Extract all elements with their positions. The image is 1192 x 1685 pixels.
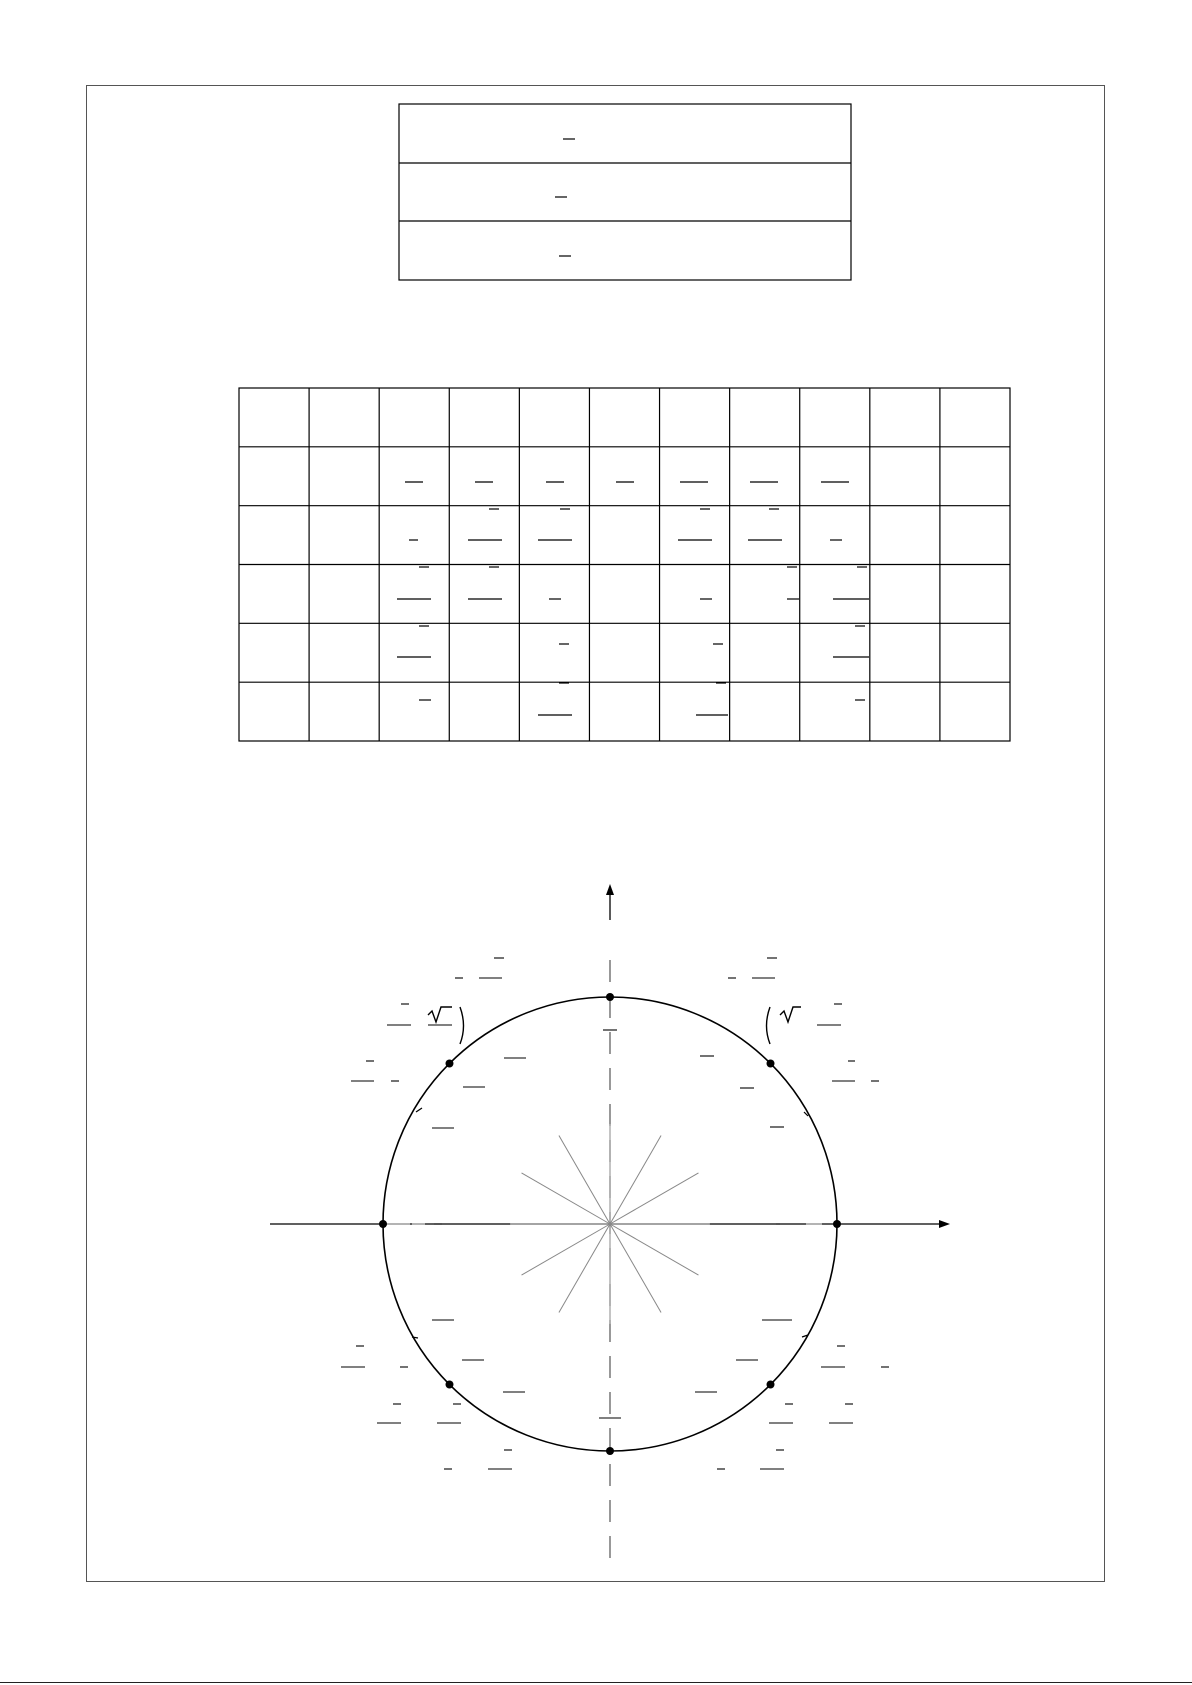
right-paren-left-label	[460, 1007, 464, 1044]
guide-line-120deg	[559, 1136, 610, 1224]
radical-right	[780, 1007, 801, 1022]
circle-point-315deg	[767, 1381, 775, 1389]
radical-left	[428, 1007, 452, 1022]
x-axis-arrow	[939, 1220, 950, 1228]
guide-line-30deg	[610, 1173, 698, 1224]
circle-point-45deg	[767, 1059, 775, 1067]
coordinate-brackets	[428, 1007, 801, 1044]
guide-line-150deg	[522, 1173, 610, 1224]
circle-point-90deg	[606, 993, 614, 1001]
values-table-fraction-marks	[397, 482, 869, 715]
guide-line-240deg	[559, 1224, 610, 1312]
guide-line-210deg	[522, 1224, 610, 1275]
y-axis-arrow	[606, 884, 614, 895]
circle-point-135deg	[445, 1059, 453, 1067]
guide-line-330deg	[610, 1224, 698, 1275]
circle-point-270deg	[606, 1447, 614, 1455]
unit-circle-diagram	[270, 884, 950, 1560]
circle-point-0deg	[833, 1220, 841, 1228]
guide-line-300deg	[610, 1224, 661, 1312]
identity-table-border	[399, 104, 851, 280]
left-paren-right-label	[767, 1007, 771, 1044]
circle-point-180deg	[379, 1220, 387, 1228]
page-bottom-rule	[0, 1682, 1192, 1683]
circle-label-fragments	[341, 958, 889, 1469]
guide-line-60deg	[610, 1136, 661, 1224]
circle-point-225deg	[445, 1381, 453, 1389]
identity-table	[399, 104, 851, 280]
